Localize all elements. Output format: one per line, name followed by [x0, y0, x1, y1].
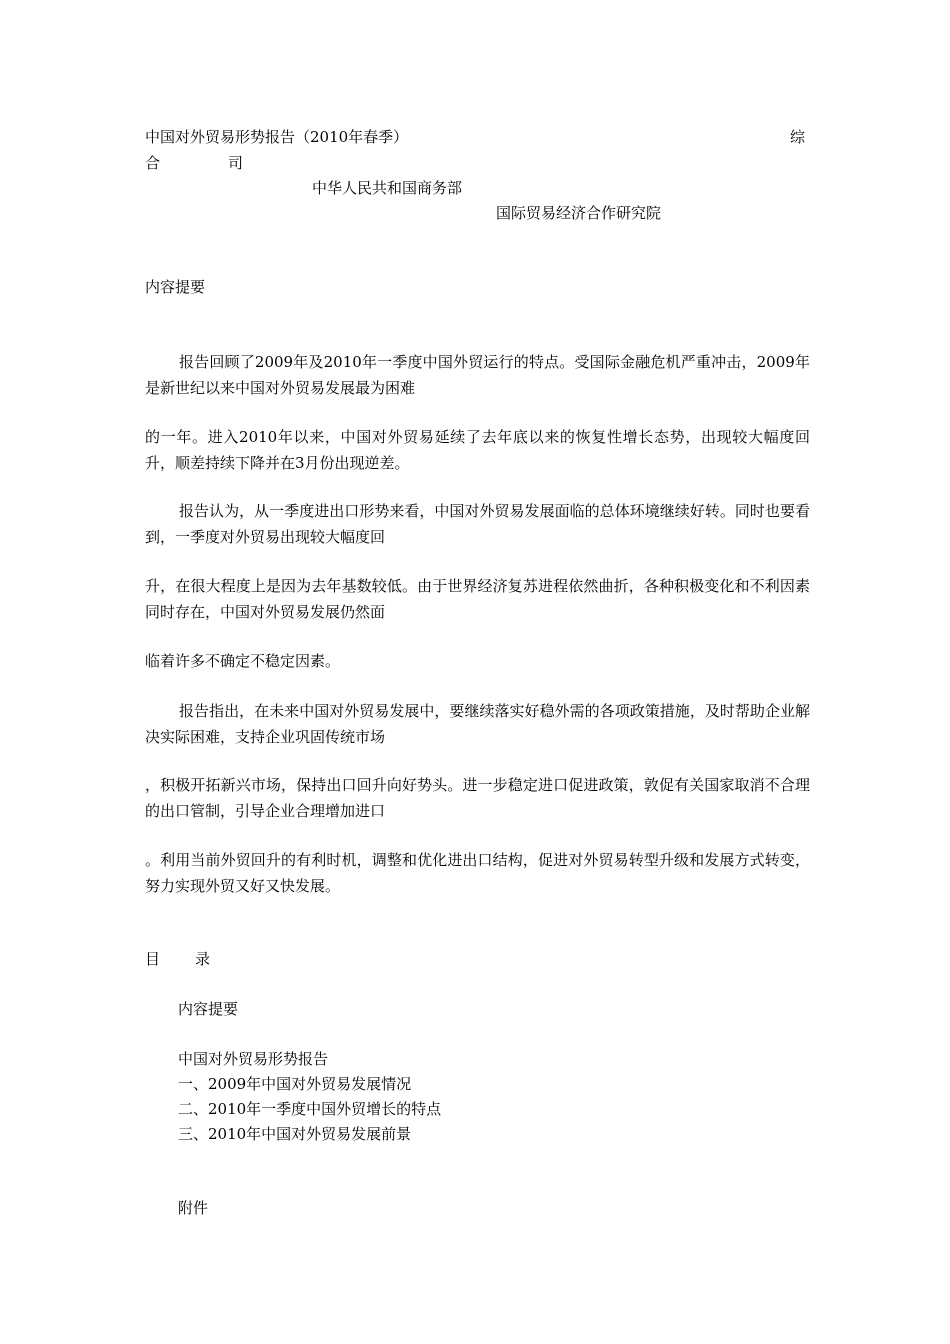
toc-item-summary[interactable]: 内容提要 — [178, 1000, 239, 1018]
toc-item-appendix[interactable]: 附件 — [178, 1199, 209, 1217]
toc-heading-char-1: 目 — [145, 950, 161, 968]
summary-paragraph-6: 报告指出，在未来中国对外贸易发展中，要继续落实好稳外需的各项政策措施，及时帮助企业解决实际困难，支持企业巩固传统市场 — [145, 702, 810, 746]
summary-paragraph-7: ，积极开拓新兴市场，保持出口回升向好势头。进一步稳定进口促进政策，敦促有关国家取消不合理的出口管制，引导企业合理增加进口 — [145, 776, 810, 820]
ministry-name: 中华人民共和国商务部 — [312, 179, 463, 197]
department-char-2: 合 — [145, 154, 161, 172]
department-char-1: 综 — [790, 128, 806, 146]
institute-name: 国际贸易经济合作研究院 — [496, 204, 662, 222]
summary-paragraph-8: 。利用当前外贸回升的有利时机，调整和优化进出口结构，促进对外贸易转型升级和发展方式转变，努力实现外贸又好又快发展。 — [145, 851, 810, 895]
toc-item-section-3[interactable]: 三、2010年中国对外贸易发展前景 — [178, 1125, 412, 1143]
summary-paragraph-1: 报告回顾了2009年及2010年一季度中国外贸运行的特点。受国际金融危机严重冲击，2009年是新世纪以来中国对外贸易发展最为困难 — [145, 353, 810, 397]
toc-item-section-2[interactable]: 二、2010年一季度中国外贸增长的特点 — [178, 1100, 442, 1118]
toc-item-report[interactable]: 中国对外贸易形势报告 — [178, 1050, 329, 1068]
summary-paragraph-4: 升，在很大程度上是因为去年基数较低。由于世界经济复苏进程依然曲折，各种积极变化和不利因素同时存在，中国对外贸易发展仍然面 — [145, 577, 810, 621]
department-char-3: 司 — [228, 154, 244, 172]
summary-paragraph-2: 的一年。进入2010年以来，中国对外贸易延续了去年底以来的恢复性增长态势，出现较大幅度回升，顺差持续下降并在3月份出现逆差。 — [145, 428, 810, 472]
summary-paragraph-3: 报告认为，从一季度进出口形势来看，中国对外贸易发展面临的总体环境继续好转。同时也要看到，一季度对外贸易出现较大幅度回 — [145, 502, 810, 546]
summary-heading: 内容提要 — [145, 278, 206, 296]
report-title: 中国对外贸易形势报告（2010年春季） — [145, 128, 409, 146]
toc-heading-char-2: 录 — [195, 950, 211, 968]
summary-paragraph-5: 临着许多不确定不稳定因素。 — [145, 652, 341, 670]
toc-item-section-1[interactable]: 一、2009年中国对外贸易发展情况 — [178, 1075, 412, 1093]
